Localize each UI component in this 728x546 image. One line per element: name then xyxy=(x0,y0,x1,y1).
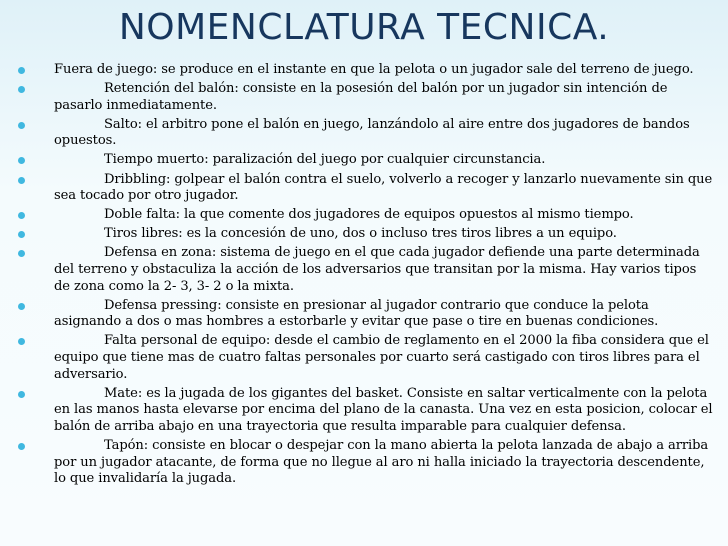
bullet-list xyxy=(16,62,716,488)
bullet-text: Defensa pressing: consiste en presionar al jugador contrario que conduce la pelota asignando a dos o mas hombres a estorbarle y evitar que pase o tire en buenas condiciones. xyxy=(54,297,659,330)
bullet-dot-icon xyxy=(18,67,25,74)
bullet-text: Tiempo muerto: paralización del juego por cualquier circunstancia. xyxy=(104,152,546,168)
bullet-item xyxy=(16,333,716,383)
bullet-item xyxy=(16,245,716,295)
bullet-item xyxy=(16,152,716,169)
bullet-dot-icon xyxy=(18,338,25,345)
slide-content xyxy=(16,62,716,490)
bullet-text: Falta personal de equipo: desde el cambio de reglamento en el 2000 la fiba considera que el equipo que tiene mas de cuatro faltas personales por cuarto será castigado con tiros libres para el adversario. xyxy=(54,333,709,382)
bullet-text: Retención del balón: consiste en la posesión del balón por un jugador sin intención de pasarlo inmediatamente. xyxy=(54,81,668,113)
bullet-item xyxy=(16,172,716,205)
bullet-text: Fuera de juego: se produce en el instante en que la pelota o un jugador sale del terreno de juego. xyxy=(54,62,694,77)
bullet-dot-icon xyxy=(18,177,25,184)
bullet-text: Tapón: consiste en blocar o despejar con la mano abierta la pelota lanzada de abajo a arriba por un jugador atacante, de forma que no llegue al aro ni halla iniciado la trayectoria descendente, lo que invalidaría la jugada. xyxy=(54,437,709,487)
bullet-item xyxy=(16,298,716,331)
bullet-item xyxy=(16,438,716,488)
bullet-text: Doble falta: la que comente dos jugadores de equipos opuestos al mismo tiempo. xyxy=(104,207,634,223)
bullet-text: Dribbling: golpear el balón contra el suelo, volverlo a recoger y lanzarlo nuevamente sin que sea tocado por otro jugador. xyxy=(54,171,713,204)
bullet-dot-icon xyxy=(18,231,25,238)
bullet-text: Tiros libres: es la concesión de uno, dos o incluso tres tiros libres a un equipo. xyxy=(104,226,617,242)
bullet-dot-icon xyxy=(18,250,25,257)
slide-title: NOMENCLATURA TECNICA. xyxy=(118,7,610,48)
bullet-dot-icon xyxy=(18,303,25,310)
bullet-dot-icon xyxy=(18,157,25,164)
bullet-text: Defensa en zona: sistema de juego en el que cada jugador defiende una parte determinada del terreno y obstaculiza la acción de los adversarios que transitan por la misma. Hay varios tipos de zona como la 2- 3, 3- 2 o la mixta. xyxy=(54,245,700,294)
bullet-dot-icon xyxy=(18,86,25,93)
bullet-item xyxy=(16,226,716,243)
bullet-text: Mate: es la jugada de los gigantes del basket. Consiste en saltar verticalmente con la pelota en las manos hasta elevarse por encima del plano de la canasta. Una vez en esta posicion, colocar el balón de arriba abajo en una trayectoria que resulta imparable para cualquier defensa. xyxy=(54,385,713,434)
bullet-dot-icon xyxy=(18,443,25,450)
bullet-item xyxy=(16,207,716,224)
bullet-dot-icon xyxy=(18,391,25,398)
bullet-item xyxy=(16,117,716,150)
bullet-text: Salto: el arbitro pone el balón en juego, lanzándolo al aire entre dos jugadores de bandos opuestos. xyxy=(54,116,690,149)
bullet-item xyxy=(16,81,716,114)
bullet-item xyxy=(16,62,716,79)
bullet-item xyxy=(16,386,716,436)
bullet-dot-icon xyxy=(18,212,25,219)
bullet-dot-icon xyxy=(18,122,25,129)
